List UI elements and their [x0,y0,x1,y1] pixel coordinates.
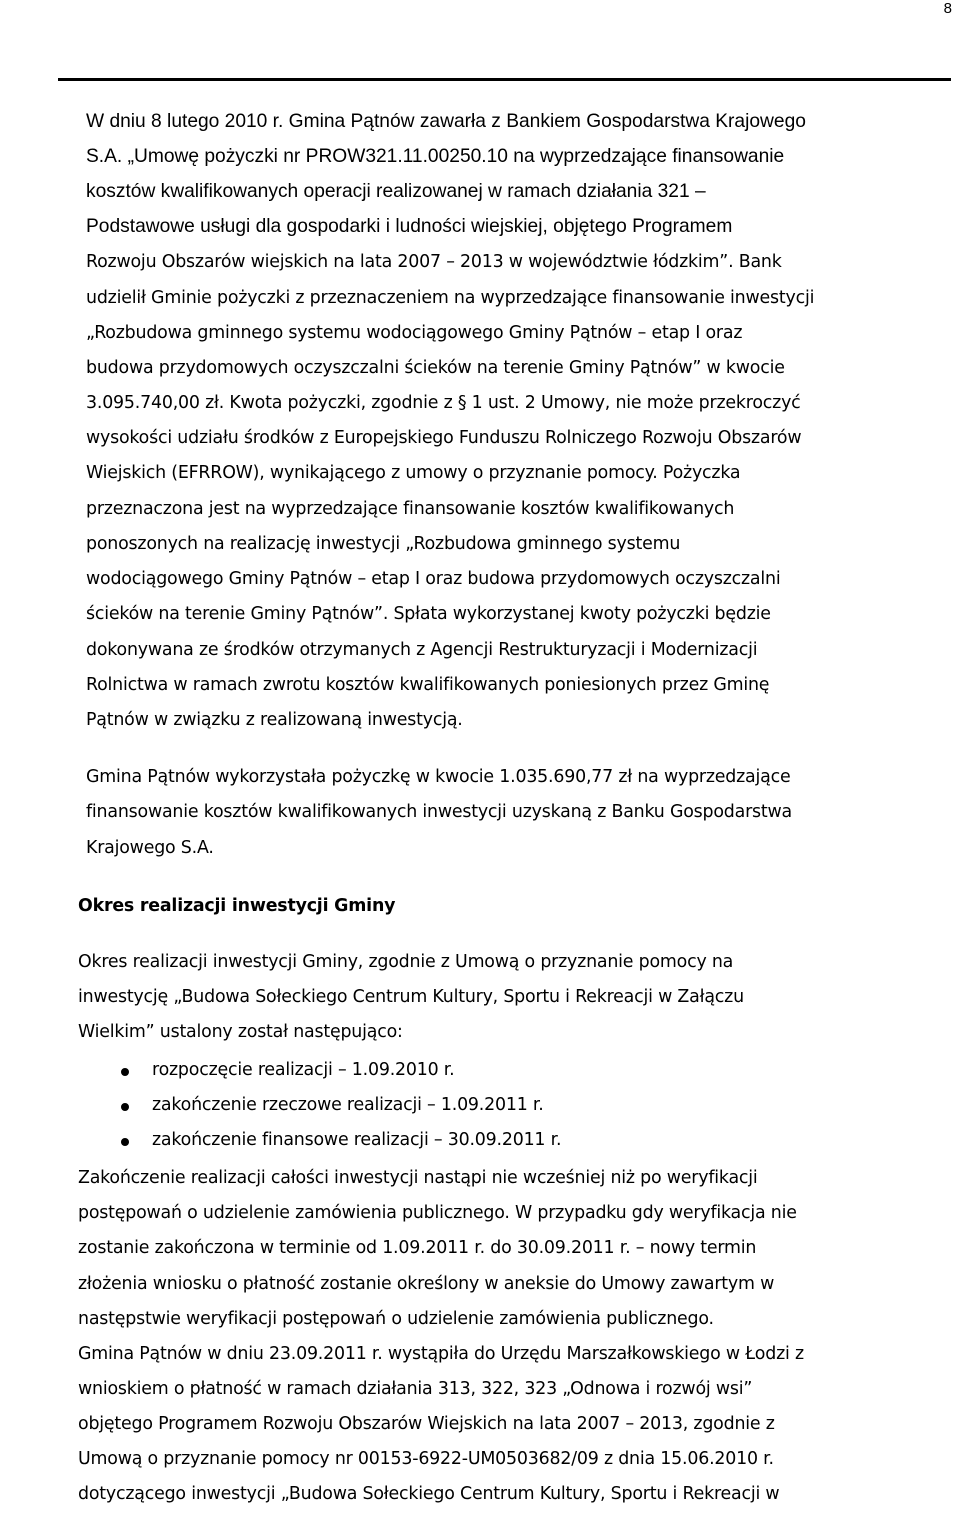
text-line: wnioskiem o płatność w ramach działania 313, 322, 323 „Odnowa i rozwój wsi” [78,1379,753,1399]
text-line: Rozwoju Obszarów wiejskich na lata 2007 – 2013 w województwie łódzkim”. Bank [86,252,782,272]
text-line: S.A. „Umowę pożyczki nr PROW321.11.00250.10 na wyprzedzające finansowanie [86,146,785,167]
list-item: rozpoczęcie realizacji – 1.09.2010 r. [152,1060,455,1080]
text-line: Gmina Pątnów w dniu 23.09.2011 r. wystąpiła do Urzędu Marszałkowskiego w Łodzi z [78,1344,804,1364]
text-line: Zakończenie realizacji całości inwestycji nastąpi nie wcześniej niż po weryfikacji [78,1168,758,1188]
text-line: Wielkim” ustalony został następująco: [78,1022,403,1042]
text-line: następstwie weryfikacji postępowań o udzielenie zamówienia publicznego. [78,1309,714,1329]
text-line: ścieków na terenie Gminy Pątnów”. Spłata wykorzystanej kwoty pożyczki będzie [86,604,771,624]
text-line: objętego Programem Rozwoju Obszarów Wiejskich na lata 2007 – 2013, zgodnie z [78,1414,775,1434]
text-line: „Rozbudowa gminnego systemu wodociągowego Gminy Pątnów – etap I oraz [86,323,743,343]
page-number: 8 [943,0,952,17]
text-line: 3.095.740,00 zł. Kwota pożyczki, zgodnie z § 1 ust. 2 Umowy, nie może przekroczyć [86,393,801,413]
text-line: W dniu 8 lutego 2010 r. Gmina Pątnów zawarła z Bankiem Gospodarstwa Krajowego [86,111,806,132]
list-item: zakończenie finansowe realizacji – 30.09.2011 r. [152,1130,562,1150]
bullet-dot [121,1138,129,1146]
text-line: ponoszonych na realizację inwestycji „Rozbudowa gminnego systemu [86,534,681,554]
bullet-dot [121,1103,129,1111]
text-line: Umową o przyznanie pomocy nr 00153-6922-UM0503682/09 z dnia 15.06.2010 r. [78,1449,774,1469]
text-line: dokonywana ze środków otrzymanych z Agencji Restrukturyzacji i Modernizacji [86,640,758,660]
list-item: zakończenie rzeczowe realizacji – 1.09.2011 r. [152,1095,544,1115]
text-line: udzielił Gminie pożyczki z przeznaczeniem na wyprzedzające finansowanie inwestycji [86,288,815,308]
text-line: wodociągowego Gminy Pątnów – etap I oraz budowa przydomowych oczyszczalni [86,569,781,589]
text-line: Rolnictwa w ramach zwrotu kosztów kwalifikowanych poniesionych przez Gminę [86,675,770,695]
text-line: Gmina Pątnów wykorzystała pożyczkę w kwocie 1.035.690,77 zł na wyprzedzające [86,767,791,787]
text-line: budowa przydomowych oczyszczalni ścieków na terenie Gminy Pątnów” w kwocie [86,358,785,378]
header-rule [58,78,951,81]
text-line: zostanie zakończona w terminie od 1.09.2011 r. do 30.09.2011 r. – nowy termin [78,1238,757,1258]
text-line: Krajowego S.A. [86,838,214,858]
text-line: Podstawowe usługi dla gospodarki i ludności wiejskiej, objętego Programem [86,216,733,237]
text-line: wysokości udziału środków z Europejskiego Funduszu Rolniczego Rozwoju Obszarów [86,428,802,448]
text-line: przeznaczona jest na wyprzedzające finansowanie kosztów kwalifikowanych [86,499,735,519]
text-line: złożenia wniosku o płatność zostanie określony w aneksie do Umowy zawartym w [78,1274,775,1294]
text-line: Okres realizacji inwestycji Gminy, zgodnie z Umową o przyznanie pomocy na [78,952,734,972]
text-line: Wiejskich (EFRROW), wynikającego z umowy o przyznanie pomocy. Pożyczka [86,463,741,483]
text-line: finansowanie kosztów kwalifikowanych inwestycji uzyskaną z Banku Gospodarstwa [86,802,793,822]
text-line: inwestycję „Budowa Sołeckiego Centrum Kultury, Sportu i Rekreacji w Załączu [78,987,744,1007]
text-line: Pątnów w związku z realizowaną inwestycją. [86,710,463,730]
text-line: postępowań o udzielenie zamówienia publicznego. W przypadku gdy weryfikacja nie [78,1203,797,1223]
text-line: kosztów kwalifikowanych operacji realizowanej w ramach działania 321 – [86,181,706,202]
bullet-dot [121,1068,129,1076]
text-line: dotyczącego inwestycji „Budowa Sołeckiego Centrum Kultury, Sportu i Rekreacji w [78,1484,780,1504]
section-heading: Okres realizacji inwestycji Gminy [78,896,396,916]
